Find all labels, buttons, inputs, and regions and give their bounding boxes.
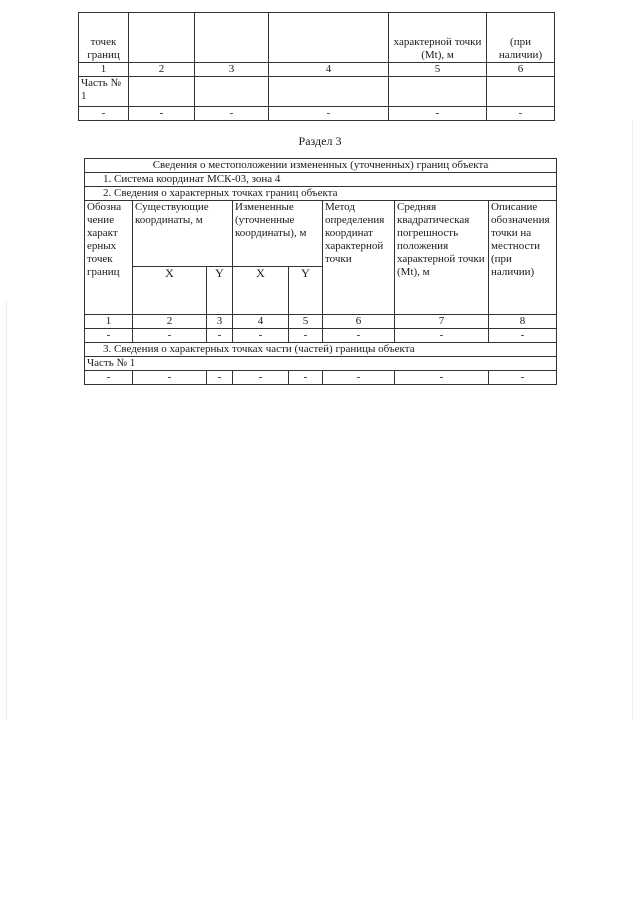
main-dash-1: - [85, 329, 133, 343]
top-dash-4: - [269, 107, 389, 121]
main-dash-5: - [289, 329, 323, 343]
top-num-6: 6 [487, 63, 555, 77]
row-part-points: 3. Сведения о характерных точках части (частей) границы объекта [85, 343, 557, 357]
main-dash2-5: - [289, 371, 323, 385]
main-num-8: 8 [489, 315, 557, 329]
main-dash2-1: - [85, 371, 133, 385]
y-changed-label: Y [289, 267, 323, 315]
main-num-5: 5 [289, 315, 323, 329]
col-description-header: Описание обозначения точки на местности (при наличии) [489, 201, 557, 315]
main-dash-8: - [489, 329, 557, 343]
scan-artifact-left [6, 300, 7, 720]
main-dash2-6: - [323, 371, 395, 385]
top-dash-2: - [129, 107, 195, 121]
top-dash-3: - [195, 107, 269, 121]
top-table [78, 12, 555, 121]
main-dash-3: - [207, 329, 233, 343]
main-dash-6: - [323, 329, 395, 343]
main-dash2-7: - [395, 371, 489, 385]
main-num-6: 6 [323, 315, 395, 329]
top-header-col1: точек границ [79, 13, 129, 63]
main-dash-7: - [395, 329, 489, 343]
main-dash-2: - [133, 329, 207, 343]
top-dash-5: - [389, 107, 487, 121]
main-table [84, 158, 557, 385]
main-dash2-2: - [133, 371, 207, 385]
top-header-col6: (при наличии) [487, 13, 555, 63]
main-num-1: 1 [85, 315, 133, 329]
col-error-header: Средняя квадратическая погрешность положения характерной точки (Mt), м [395, 201, 489, 315]
row-coordinate-system: 1. Система координат МСК-03, зона 4 [85, 173, 557, 187]
x-existing-label: X [133, 267, 207, 315]
main-num-3: 3 [207, 315, 233, 329]
main-num-4: 4 [233, 315, 289, 329]
col-changed-header: Измененные (уточненные координаты), м [233, 201, 323, 267]
top-dash-1: - [79, 107, 129, 121]
main-dash2-3: - [207, 371, 233, 385]
scan-artifact-right [632, 120, 633, 720]
top-num-4: 4 [269, 63, 389, 77]
main-part-label: Часть № 1 [85, 357, 557, 371]
x-changed-label: X [233, 267, 289, 315]
top-dash-6: - [487, 107, 555, 121]
main-dash-4: - [233, 329, 289, 343]
col-existing-header: Существующие координаты, м [133, 201, 233, 267]
top-num-1: 1 [79, 63, 129, 77]
top-num-3: 3 [195, 63, 269, 77]
main-dash2-8: - [489, 371, 557, 385]
main-num-2: 2 [133, 315, 207, 329]
main-table-title: Сведения о местоположении измененных (уточненных) границ объекта [85, 159, 557, 173]
top-num-2: 2 [129, 63, 195, 77]
col-method-header: Метод определения координат характерной точки [323, 201, 395, 315]
y-existing-label: Y [207, 267, 233, 315]
section-title: Раздел 3 [298, 134, 342, 148]
top-part-label: Часть № 1 [79, 77, 129, 107]
col-designation-header: Обозна чение характ ерных точек границ [85, 201, 133, 315]
main-dash2-4: - [233, 371, 289, 385]
top-header-col5: характерной точки (Mt), м [389, 13, 487, 63]
row-characteristic-points: 2. Сведения о характерных точках границ объекта [85, 187, 557, 201]
top-num-5: 5 [389, 63, 487, 77]
main-num-7: 7 [395, 315, 489, 329]
